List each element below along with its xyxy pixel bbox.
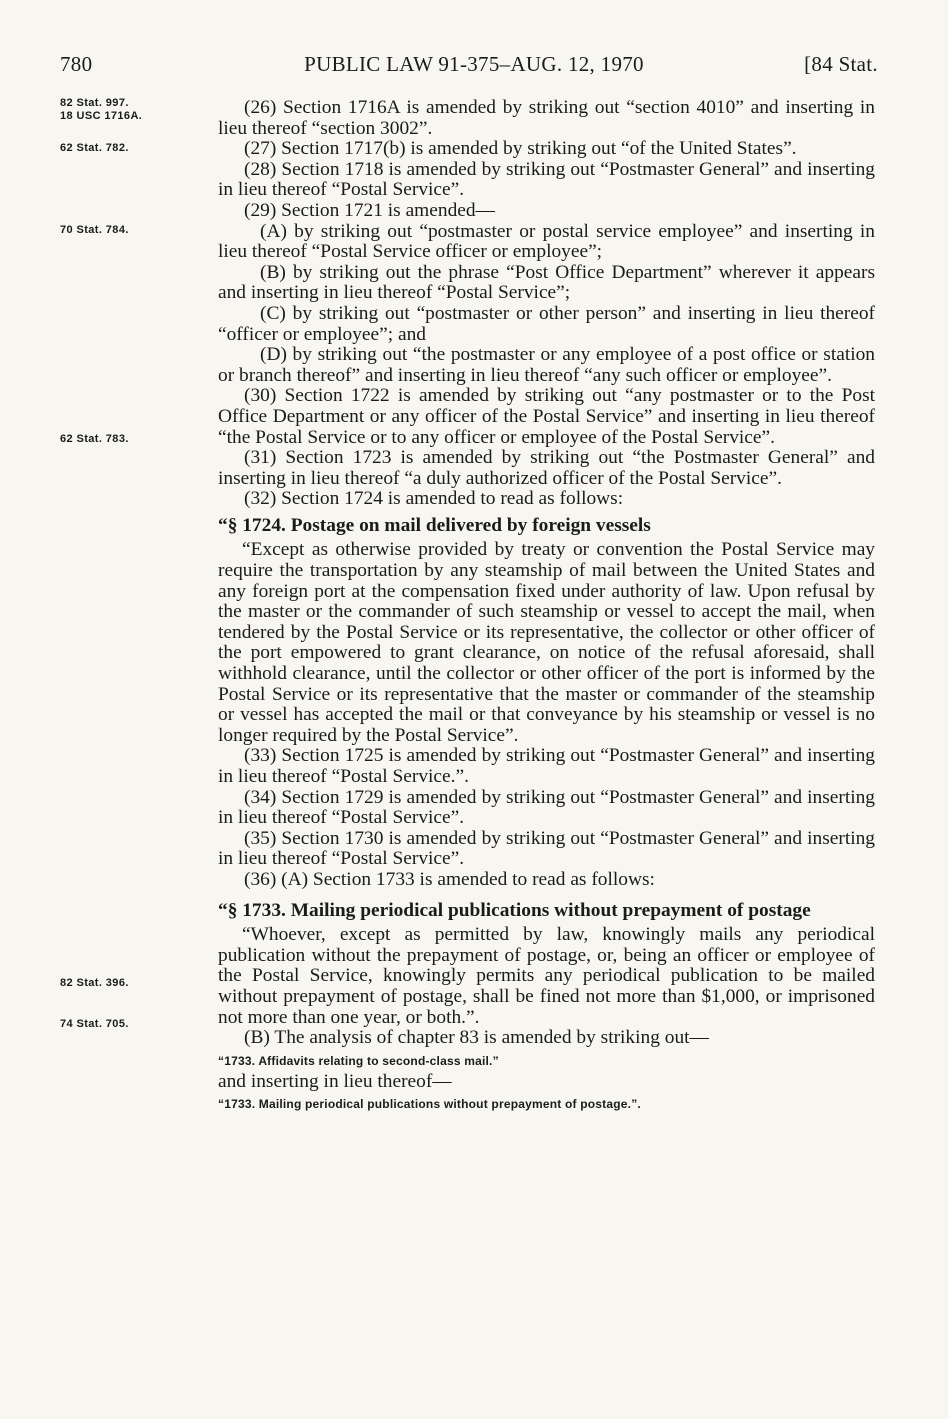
paragraph-29-b: (B) by striking out the phrase “Post Office Department” wherever it appears and inserting in lieu thereof “Postal Service”; <box>218 261 875 304</box>
section-1724-heading: “§ 1724. Postage on mail delivered by foreign vessels <box>218 514 651 536</box>
margin-note: 62 Stat. 783. <box>60 433 129 445</box>
paragraph-34: (34) Section 1729 is amended by striking out “Postmaster General” and inserting in lieu thereof “Postal Service”. <box>218 786 875 829</box>
paragraph-32: (32) Section 1724 is amended to read as follows: <box>244 488 624 510</box>
paragraph-29-a: (A) by striking out “postmaster or postal service employee” and inserting in lieu thereof “Postal Service officer or employee”; <box>218 220 875 263</box>
paragraph-26: (26) Section 1716A is amended by striking out “section 4010” and inserting in lieu thereof “section 3002”. <box>218 97 875 139</box>
margin-note: 70 Stat. 784. <box>60 224 129 236</box>
section-1733-text: “Whoever, except as permitted by law, knowingly mails any periodical publication without the prepayment of postage, or, being an officer or employee of the Postal Service, knowingly permits any periodical publication to be mailed without prepayment of postage, shall be fined not more than $1,000, or imprisoned not more than one year, or both.”. <box>218 924 875 1028</box>
section-1733-heading: “§ 1733. Mailing periodical publications without prepayment of postage <box>218 899 811 921</box>
margin-note: 62 Stat. 782. <box>60 142 129 154</box>
insert-intro: and inserting in lieu thereof— <box>218 1070 452 1092</box>
struck-analysis-line: “1733. Affidavits relating to second-class mail.” <box>218 1053 499 1068</box>
paragraph-31: (31) Section 1723 is amended by striking out “the Postmaster General” and inserting in lieu thereof “a duly authorized officer of the Postal Service”. <box>218 447 875 489</box>
paragraph-29-d: (D) by striking out “the postmaster or any employee of a post office or station or branch thereof” and inserting in lieu thereof “any such officer or employee”. <box>218 344 875 386</box>
statute-body <box>218 98 875 1115</box>
inserted-analysis-line: “1733. Mailing periodical publications without prepayment of postage.”. <box>218 1097 641 1112</box>
paragraph-36-a: (36) (A) Section 1733 is amended to read as follows: <box>244 868 655 890</box>
page-number: 780 <box>60 52 93 76</box>
margin-note: 82 Stat. 396. <box>60 977 129 989</box>
section-1724-text: “Except as otherwise provided by treaty or convention the Postal Service may require the transportation by any steamship of mail between the United States and any foreign port at the compensation fixed under authority of law. Upon refusal by the master or the commander of such steamship or vessel to accept the mail, when tendered by the Postal Service or its representative, the collector or other officer of the port empowered to grant clearance, on notice of the refusal aforesaid, shall withhold clearance, until the collector or other officer of the port is informed by the Postal Service or its representative that the master or commander of the steamship or vessel has accepted the mail or that conveyance by his steamship or vessel is no longer required by the Postal Service”. <box>218 539 875 746</box>
paragraph-33: (33) Section 1725 is amended by striking out “Postmaster General” and inserting in lieu thereof “Postal Service.”. <box>218 745 875 787</box>
margin-note: 74 Stat. 705. <box>60 1018 129 1030</box>
paragraph-35: (35) Section 1730 is amended by striking out “Postmaster General” and inserting in lieu thereof “Postal Service”. <box>218 827 875 870</box>
paragraph-28: (28) Section 1718 is amended by striking out “Postmaster General” and inserting in lieu thereof “Postal Service”. <box>218 158 875 201</box>
page-header <box>0 52 948 82</box>
paragraph-36-b: (B) The analysis of chapter 83 is amended by striking out— <box>244 1027 709 1049</box>
volume-reference: [84 Stat. <box>804 52 878 76</box>
running-head: PUBLIC LAW 91-375–AUG. 12, 1970 <box>304 52 644 76</box>
margin-note: 82 Stat. 997. 18 USC 1716A. <box>60 97 143 122</box>
paragraph-29: (29) Section 1721 is amended— <box>244 199 495 221</box>
paragraph-29-c: (C) by striking out “postmaster or other person” and inserting in lieu thereof “officer or employee”; and <box>218 302 875 345</box>
paragraph-30: (30) Section 1722 is amended by striking out “any postmaster or to the Post Office Department or any officer of the Postal Service” and inserting in lieu thereof “the Postal Service or to any officer or employee of the Postal Service”. <box>218 385 875 448</box>
paragraph-27: (27) Section 1717(b) is amended by striking out “of the United States”. <box>244 138 797 160</box>
